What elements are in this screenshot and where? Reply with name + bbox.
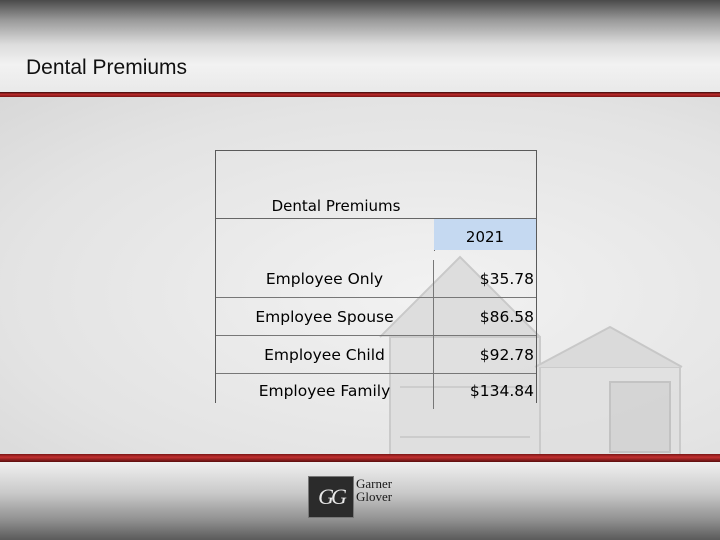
premiums-table [215, 150, 537, 403]
logo-mark-icon: GG [308, 476, 354, 518]
coverage-label: Employee Child [216, 336, 434, 373]
coverage-label: Employee Family [216, 372, 434, 409]
company-logo [308, 476, 424, 524]
year-header-cell: 2021 [434, 218, 536, 250]
coverage-label: Employee Spouse [216, 298, 434, 335]
premium-value: $86.58 [479, 307, 534, 326]
coverage-label: Employee Only [216, 260, 434, 297]
premium-value: $35.78 [479, 269, 534, 288]
slide-title: Dental Premiums [26, 56, 188, 79]
table-row [216, 260, 536, 298]
table-row [216, 336, 536, 374]
table-row [216, 298, 536, 336]
table-caption: Dental Premiums [271, 197, 401, 215]
table-row [216, 372, 536, 409]
bottom-red-rule [0, 454, 720, 462]
logo-name-line2: Glover [356, 489, 393, 504]
premium-value: $92.78 [479, 345, 534, 364]
header-blank-cell [216, 218, 435, 251]
premium-value: $134.84 [469, 381, 534, 400]
logo-name-line1: Garner [356, 476, 393, 491]
